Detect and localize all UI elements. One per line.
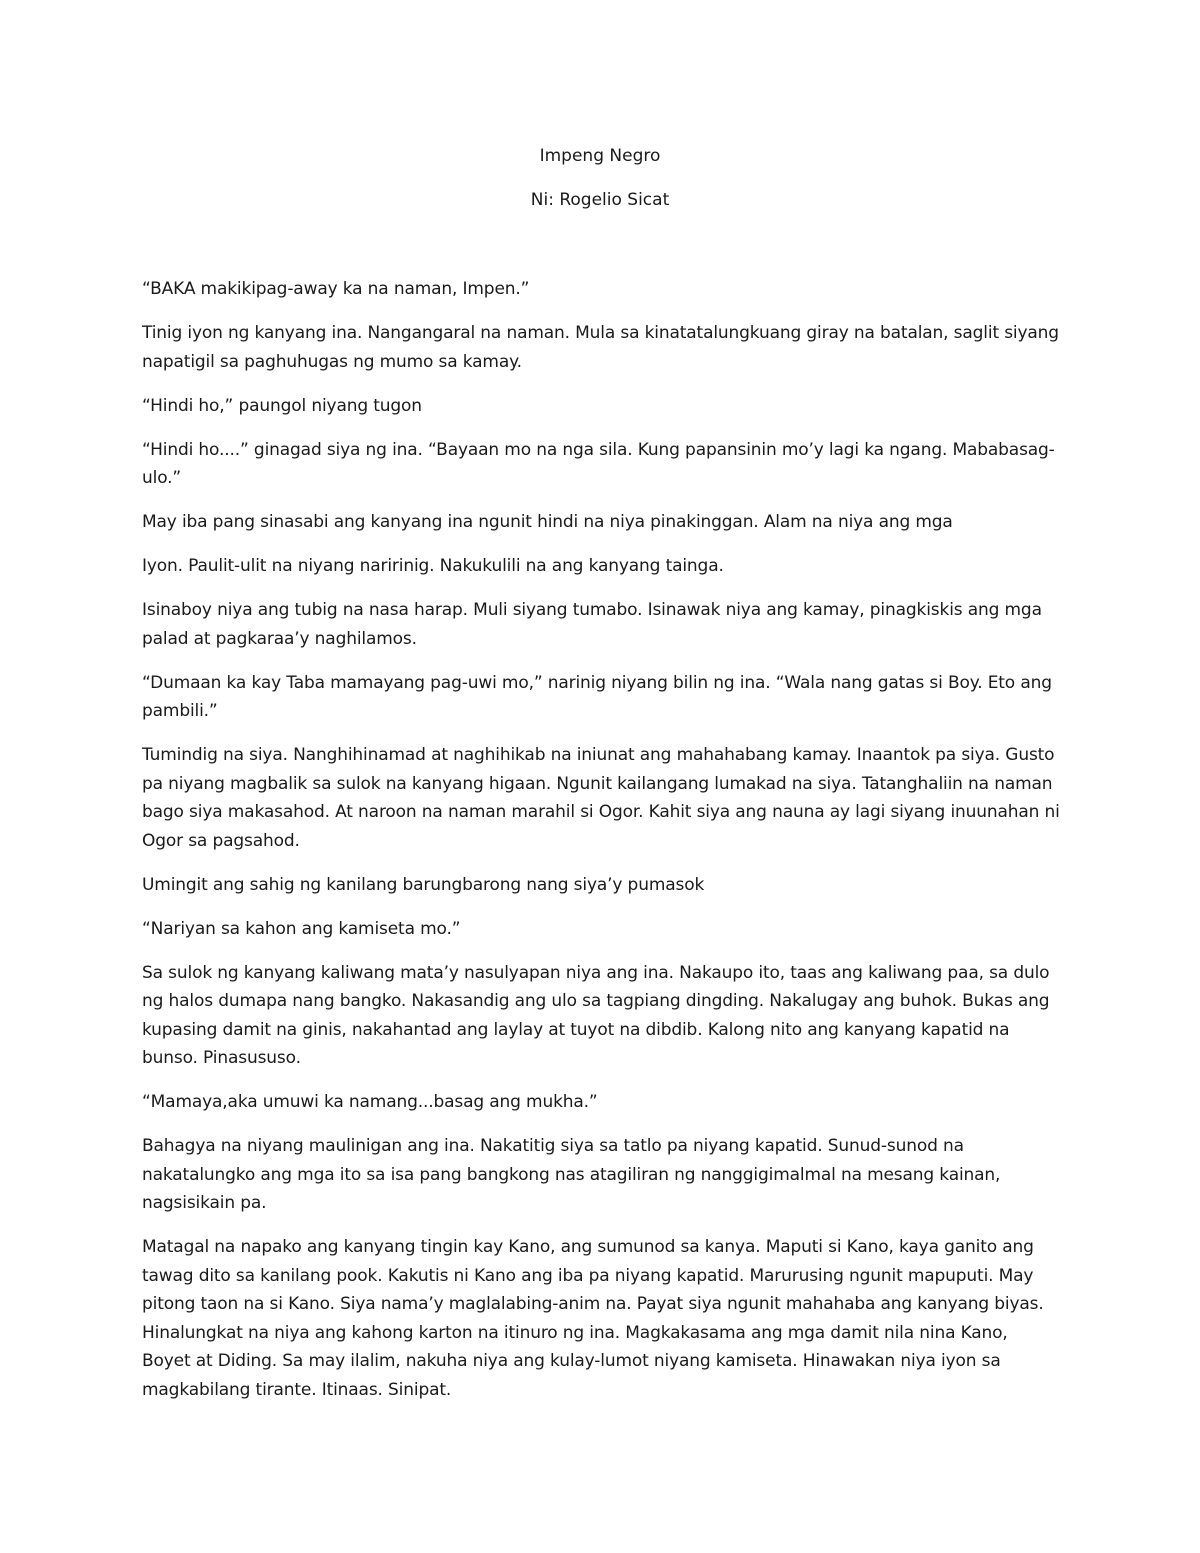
paragraph: “Hindi ho,” paungol niyang tugon xyxy=(142,395,422,416)
paragraph: “Hindi ho....” ginagad siya ng ina. “Bayaan mo na nga sila. Kung papansinin mo’y lagi ka ngang. Mababasag-ulo.” xyxy=(142,439,1055,488)
document-body xyxy=(142,275,1060,1420)
paragraph: “Dumaan ka kay Taba mamayang pag-uwi mo,” narinig niyang bilin ng ina. “Wala nang gatas si Boy. Eto ang pambili.” xyxy=(142,672,1052,721)
paragraph: Umingit ang sahig ng kanilang barungbarong nang siya’y pumasok xyxy=(142,874,705,895)
paragraph: “Mamaya,aka umuwi ka namang...basag ang mukha.” xyxy=(142,1092,598,1112)
title-block xyxy=(0,142,1200,229)
paragraph: Tinig iyon ng kanyang ina. Nangangaral na naman. Mula sa kinatatalungkuang giray na batalan, saglit siyang napatigil sa paghuhugas ng mumo sa kamay. xyxy=(142,323,1059,372)
paragraph: “Nariyan sa kahon ang kamiseta mo.” xyxy=(142,918,461,939)
paragraph: Tumindig na siya. Nanghihinamad at naghihikab na iniunat ang mahahabang kamay. Inaantok pa siya. Gusto pa niyang magbalik sa sulok na kanyang higaan. Ngunit kailangang lumakad na siya. Tatanghaliin na naman bago siya makasahod. At naroon na naman marahil si Ogor. Kahit siya ang nauna ay lagi siyang inuunahan ni Ogor sa pagsahod. xyxy=(142,745,1060,851)
paragraph: “BAKA makikipag-away ka na naman, Impen.” xyxy=(142,279,530,299)
document-author: Ni: Rogelio Sicat xyxy=(530,189,670,210)
paragraph: Bahagya na niyang maulinigan ang ina. Nakatitig siya sa tatlo pa niyang kapatid. Sunud-sunod na nakatalungko ang mga ito sa isa pang bangkong nas atagiliran ng nanggigimalmal na mesang kainan, nagsisikain pa. xyxy=(142,1136,1001,1213)
paragraph: Iyon. Paulit-ulit na niyang naririnig. Nakukulili na ang kanyang tainga. xyxy=(142,556,724,576)
paragraph: May iba pang sinasabi ang kanyang ina ngunit hindi na niya pinakinggan. Alam na niya ang mga xyxy=(142,512,953,532)
paragraph: Isinaboy niya ang tubig na nasa harap. Muli siyang tumabo. Isinawak niya ang kamay, pinagkiskis ang mga palad at pagkaraa’y naghilamos. xyxy=(142,600,1042,649)
document-title: Impeng Negro xyxy=(539,146,661,166)
paragraph: Sa sulok ng kanyang kaliwang mata’y nasulyapan niya ang ina. Nakaupo ito, taas ang kaliwang paa, sa dulo ng halos dumapa nang bangko. Nakasandig ang ulo sa tagpiang dingding. Nakalugay ang buhok. Bukas ang kupasing damit na ginis, nakahantad ang laylay at tuyot na dibdib. Kalong nito ang kanyang kapatid na bunso. Pinasususo. xyxy=(142,962,1050,1068)
paragraph: Matagal na napako ang kanyang tingin kay Kano, ang sumunod sa kanya. Maputi si Kano, kaya ganito ang tawag dito sa kanilang pook. Kakutis ni Kano ang iba pa niyang kapatid. Marurusing ngunit mapuputi. May pitong taon na si Kano. Siya nama’y maglalabing-anim na. Payat siya ngunit mahahaba ang kanyang biyas. Hinalungkat na niya ang kahong karton na itinuro ng ina. Magkakasama ang mga damit nila nina Kano, Boyet at Diding. Sa may ilalim, nakuha niya ang kulay-lumot niyang kamiseta. Hinawakan niya iyon sa magkabilang tirante. Itinaas. Sinipat. xyxy=(142,1237,1044,1400)
